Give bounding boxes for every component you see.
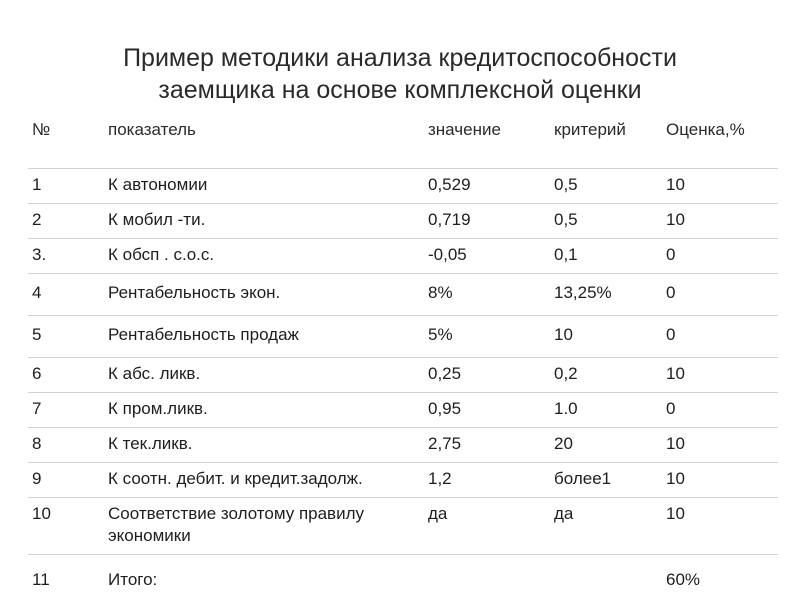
row-number: 6 [28, 358, 90, 393]
table-row [28, 274, 778, 316]
row-number: 1 [28, 169, 90, 204]
row-indicator: К пром.ликв. [90, 393, 428, 428]
row-criterion [554, 555, 666, 604]
row-indicator: К соотн. дебит. и кредит.задолж. [90, 463, 428, 498]
row-number: 5 [28, 316, 90, 358]
row-number: 4 [28, 274, 90, 316]
row-indicator: Рентабельность экон. [90, 274, 428, 316]
row-score: 10 [666, 428, 778, 463]
row-criterion: да [554, 498, 666, 555]
table-row [28, 358, 778, 393]
row-score: 10 [666, 169, 778, 204]
row-criterion: 0,1 [554, 239, 666, 274]
row-indicator: Итого: [90, 555, 428, 604]
row-criterion: более1 [554, 463, 666, 498]
table-row [28, 204, 778, 239]
table-row [28, 316, 778, 358]
row-score: 10 [666, 498, 778, 555]
row-criterion: 0,5 [554, 204, 666, 239]
row-number: 8 [28, 428, 90, 463]
header-number: № [28, 108, 90, 169]
row-indicator: К автономии [90, 169, 428, 204]
title-line-2: заемщика на основе комплексной оценки [0, 74, 800, 106]
row-criterion: 0,5 [554, 169, 666, 204]
row-value: 0,719 [428, 204, 554, 239]
row-value: 2,75 [428, 428, 554, 463]
row-value: 1,2 [428, 463, 554, 498]
header-value: значение [428, 108, 554, 169]
row-number: 7 [28, 393, 90, 428]
row-value [428, 555, 554, 604]
row-value: -0,05 [428, 239, 554, 274]
row-number: 9 [28, 463, 90, 498]
row-score: 0 [666, 239, 778, 274]
table-row [28, 498, 778, 555]
row-number: 2 [28, 204, 90, 239]
row-indicator: К мобил -ти. [90, 204, 428, 239]
row-value: 0,529 [428, 169, 554, 204]
header-criterion: критерий [554, 108, 666, 169]
row-indicator: К обсп . с.о.с. [90, 239, 428, 274]
row-score: 10 [666, 358, 778, 393]
row-criterion: 13,25% [554, 274, 666, 316]
table-header-row [28, 108, 778, 169]
row-number: 3. [28, 239, 90, 274]
table-row-total [28, 555, 778, 604]
row-indicator: Рентабельность продаж [90, 316, 428, 358]
row-number: 11 [28, 555, 90, 604]
row-value: да [428, 498, 554, 555]
row-value: 0,95 [428, 393, 554, 428]
row-value: 0,25 [428, 358, 554, 393]
row-number: 10 [28, 498, 90, 555]
row-score: 0 [666, 274, 778, 316]
row-criterion: 0,2 [554, 358, 666, 393]
row-indicator: К абс. ликв. [90, 358, 428, 393]
table-row [28, 428, 778, 463]
table-row [28, 169, 778, 204]
row-score: 0 [666, 316, 778, 358]
row-score: 10 [666, 204, 778, 239]
row-criterion: 20 [554, 428, 666, 463]
row-score: 0 [666, 393, 778, 428]
row-criterion: 10 [554, 316, 666, 358]
slide-title [0, 42, 800, 106]
row-value: 5% [428, 316, 554, 358]
table-row [28, 393, 778, 428]
row-indicator: К тек.ликв. [90, 428, 428, 463]
title-line-1: Пример методики анализа кредитоспособности [0, 42, 800, 74]
table-row [28, 239, 778, 274]
row-score: 60% [666, 555, 778, 604]
evaluation-table [28, 108, 778, 604]
table-row [28, 463, 778, 498]
header-indicator: показатель [90, 108, 428, 169]
row-value: 8% [428, 274, 554, 316]
row-criterion: 1.0 [554, 393, 666, 428]
row-indicator: Соответствие золотому правилу экономики [90, 498, 428, 555]
row-score: 10 [666, 463, 778, 498]
header-score: Оценка,% [666, 108, 778, 169]
